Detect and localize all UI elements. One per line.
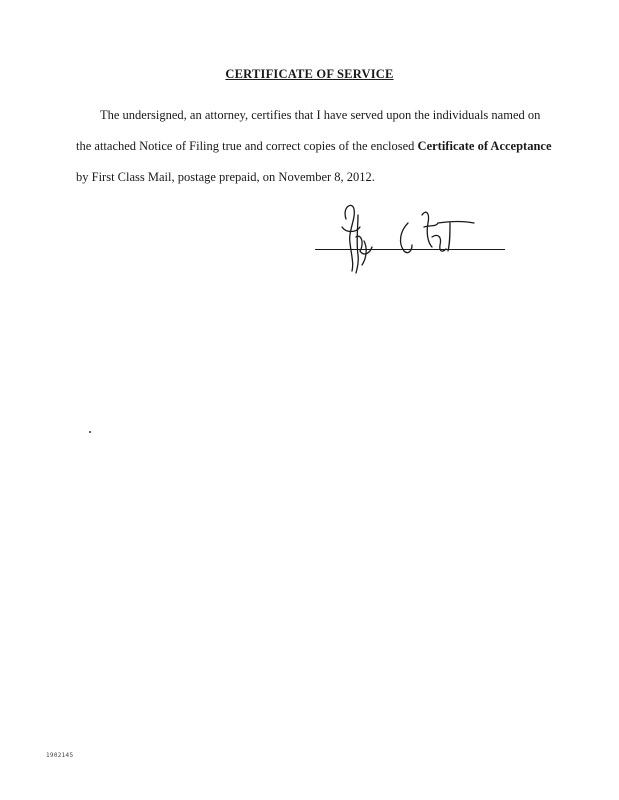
document-id-footer: 1902145 [46,752,74,759]
enclosed-document-name: Certificate of Acceptance [417,139,552,153]
body-line-2 [76,131,552,162]
body-line-2-text: the attached Notice of Filing true and correct copies of the enclosed [76,139,418,153]
handwritten-signature [312,197,507,277]
signature-block [312,197,507,277]
signature-line [315,249,505,250]
certificate-body [76,100,552,193]
body-line-1: The undersigned, an attorney, certifies that I have served upon the individuals named on [100,108,541,122]
body-line-3: by First Class Mail, postage prepaid, on November 8, 2012. [76,170,375,184]
scan-speck [89,431,91,433]
document-title: CERTIFICATE OF SERVICE [225,67,394,81]
